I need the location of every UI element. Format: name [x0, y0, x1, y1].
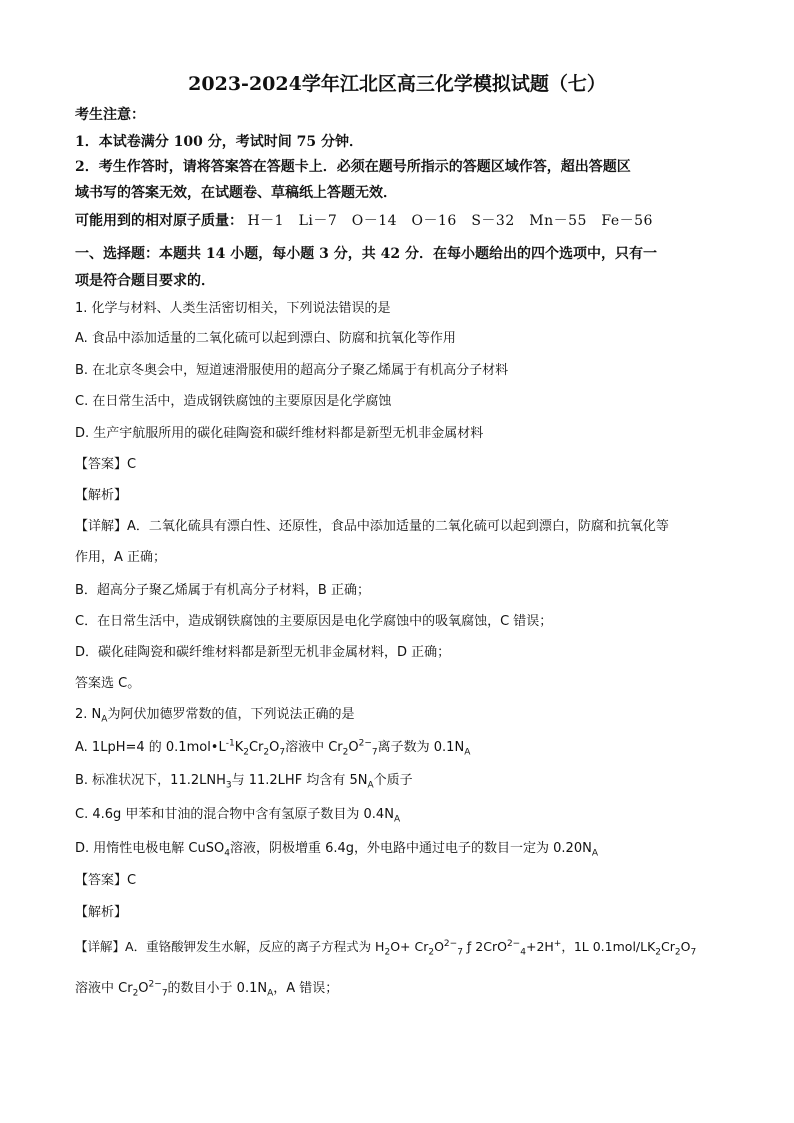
subscript: 3 [225, 780, 232, 791]
subscript: 2 [655, 947, 662, 958]
subscript: 7 [457, 947, 463, 958]
subscript: A [101, 714, 108, 725]
detail-text: 溶液中 Cr [75, 981, 133, 996]
option-text: 溶液，阴极增重 6.4g，外电路中通过电子的数目一定为 0.20N [229, 841, 592, 856]
detail-text: Cr [661, 939, 675, 954]
q2-detail-line-2 [75, 980, 338, 998]
detail-text: A．二氧化硫具有漂白性、还原性，食品中添加适量的二氧化硫可以起到漂白，防腐和抗氧化等 [127, 519, 669, 534]
q2-option-c [75, 806, 400, 824]
subscript: A [267, 988, 274, 999]
q2-option-b [75, 772, 413, 790]
detail-text: +2H [525, 939, 554, 954]
option-text: 溶液中 Cr [285, 740, 343, 755]
option-text: O [348, 740, 359, 755]
detail-text: 的数目小于 0.1N [167, 981, 268, 996]
q2-option-d [75, 840, 598, 858]
subscript: 4 [224, 848, 230, 859]
q2-detail-line-1 [75, 938, 696, 956]
option-text: O [269, 740, 280, 755]
stem-text: 为阿伏加德罗常数的值，下列说法正确的是 [107, 707, 355, 722]
notice-heading: 考生注意： [75, 107, 145, 123]
superscript: + [553, 938, 562, 949]
option-text: K [234, 740, 244, 755]
subscript: 7 [279, 747, 286, 758]
subscript: 7 [690, 947, 697, 958]
answer-value: C [127, 457, 137, 472]
option-text: A. 1LpH=4 的 0.1mol•L [75, 740, 226, 755]
subscript: 2 [132, 988, 139, 999]
q2-stem [75, 706, 354, 724]
q1-detail-d: D．碳化硅陶瓷和碳纤维材料都是新型无机非金属材料，D 正确； [75, 645, 451, 660]
q1-option-d: D. 生产宇航服所用的碳化硅陶瓷和碳纤维材料都是新型无机非金属材料 [75, 426, 484, 441]
q1-stem: 1. 化学与材料、人类生活密切相关，下列说法错误的是 [75, 301, 391, 316]
answer-value: C [127, 873, 137, 888]
q1-option-a: A. 食品中添加适量的二氧化硫可以起到漂白、防腐和抗氧化等作用 [75, 331, 456, 346]
stem-text: 2. N [75, 707, 102, 722]
q2-answer [75, 872, 136, 890]
page-title: 2023-2024学年江北区高三化学模拟试题（七） [188, 73, 606, 95]
detail-text: ，A 错误； [273, 981, 339, 996]
q1-detail-line-2: 作用，A 正确； [75, 550, 167, 565]
q2-analysis-tag: 【解析】 [75, 905, 128, 920]
detail-text: ，1L 0.1mol/LK [561, 939, 656, 954]
q2-option-a [75, 739, 470, 757]
superscript: 2− [148, 979, 162, 990]
option-text: B. 标准状况下，11.2LNH [75, 773, 226, 788]
superscript: -1 [225, 738, 235, 749]
subscript: 2 [428, 947, 435, 958]
q1-detail-b: B．超高分子聚乙烯属于有机高分子材料，B 正确； [75, 583, 370, 598]
option-text: D. 用惰性电极电解 CuSO [75, 841, 225, 856]
superscript: 2− [358, 738, 372, 749]
detail-text: A．重铬酸钾发生水解，反应的离子方程式为 H [125, 939, 385, 954]
subscript: 4 [520, 947, 526, 958]
subscript: A [393, 814, 401, 825]
option-text: 个质子 [373, 773, 413, 788]
atomic-mass-label: 可能用到的相对原子质量： [75, 213, 243, 229]
detail-text: O [434, 939, 444, 954]
subscript: 2 [384, 947, 391, 958]
subscript: A [464, 747, 471, 758]
answer-tag: 【答案】 [75, 457, 128, 472]
subscript: 2 [263, 747, 270, 758]
superscript: 2− [506, 938, 521, 949]
q1-answer [75, 456, 136, 474]
option-text: 与 11.2LHF 均含有 5N [231, 773, 368, 788]
q1-detail-c: C．在日常生活中，造成钢铁腐蚀的主要原因是电化学腐蚀中的吸氧腐蚀，C 错误； [75, 614, 553, 629]
detail-text: ƒ 2CrO [462, 939, 507, 954]
q1-analysis-tag: 【解析】 [75, 488, 128, 503]
q1-conclusion: 答案选 C。 [75, 676, 141, 691]
superscript: 2− [443, 938, 458, 949]
atomic-mass-values: H－1 Li－7 O－14 O－16 S－32 Mn－55 Fe－56 [247, 213, 653, 229]
detail-tag: 【详解】 [75, 519, 128, 534]
notice-item-2-line-1: 2．考生作答时，请将答案答在答题卡上．必须在题号所指示的答题区域作答，超出答题区 [75, 159, 631, 175]
detail-tag: 【详解】 [75, 939, 126, 954]
notice-item-2-line-2: 域书写的答案无效，在试题卷、草稿纸上答题无效． [75, 185, 397, 201]
subscript: 2 [674, 947, 681, 958]
subscript: 7 [161, 988, 168, 999]
subscript: A [591, 848, 598, 859]
section-1-heading-line-1: 一、选择题：本题共 14 小题，每小题 3 分，共 42 分．在每小题给出的四个选项中，只有一 [75, 246, 657, 262]
section-1-heading-line-2: 项是符合题目要求的． [75, 273, 215, 289]
subscript: 2 [243, 747, 249, 758]
subscript: A [367, 780, 374, 791]
answer-tag: 【答案】 [75, 873, 128, 888]
option-text: C. 4.6g 甲苯和甘油的混合物中含有氢原子数目为 0.4N [75, 807, 394, 822]
q1-option-b: B. 在北京冬奥会中，短道速滑服使用的超高分子聚乙烯属于有机高分子材料 [75, 363, 509, 378]
detail-text: O [680, 939, 691, 954]
subscript: 2 [342, 747, 349, 758]
subscript: 7 [371, 747, 378, 758]
q1-option-c: C. 在日常生活中，造成钢铁腐蚀的主要原因是化学腐蚀 [75, 394, 392, 409]
q1-detail-line-1 [75, 518, 669, 536]
atomic-mass-line [75, 212, 653, 230]
notice-item-1: 1．本试卷满分 100 分，考试时间 75 分钟． [75, 134, 363, 150]
detail-text: O+ Cr [390, 939, 429, 954]
detail-text: O [138, 981, 149, 996]
option-text: Cr [248, 740, 264, 755]
option-text: 离子数为 0.1N [377, 740, 465, 755]
